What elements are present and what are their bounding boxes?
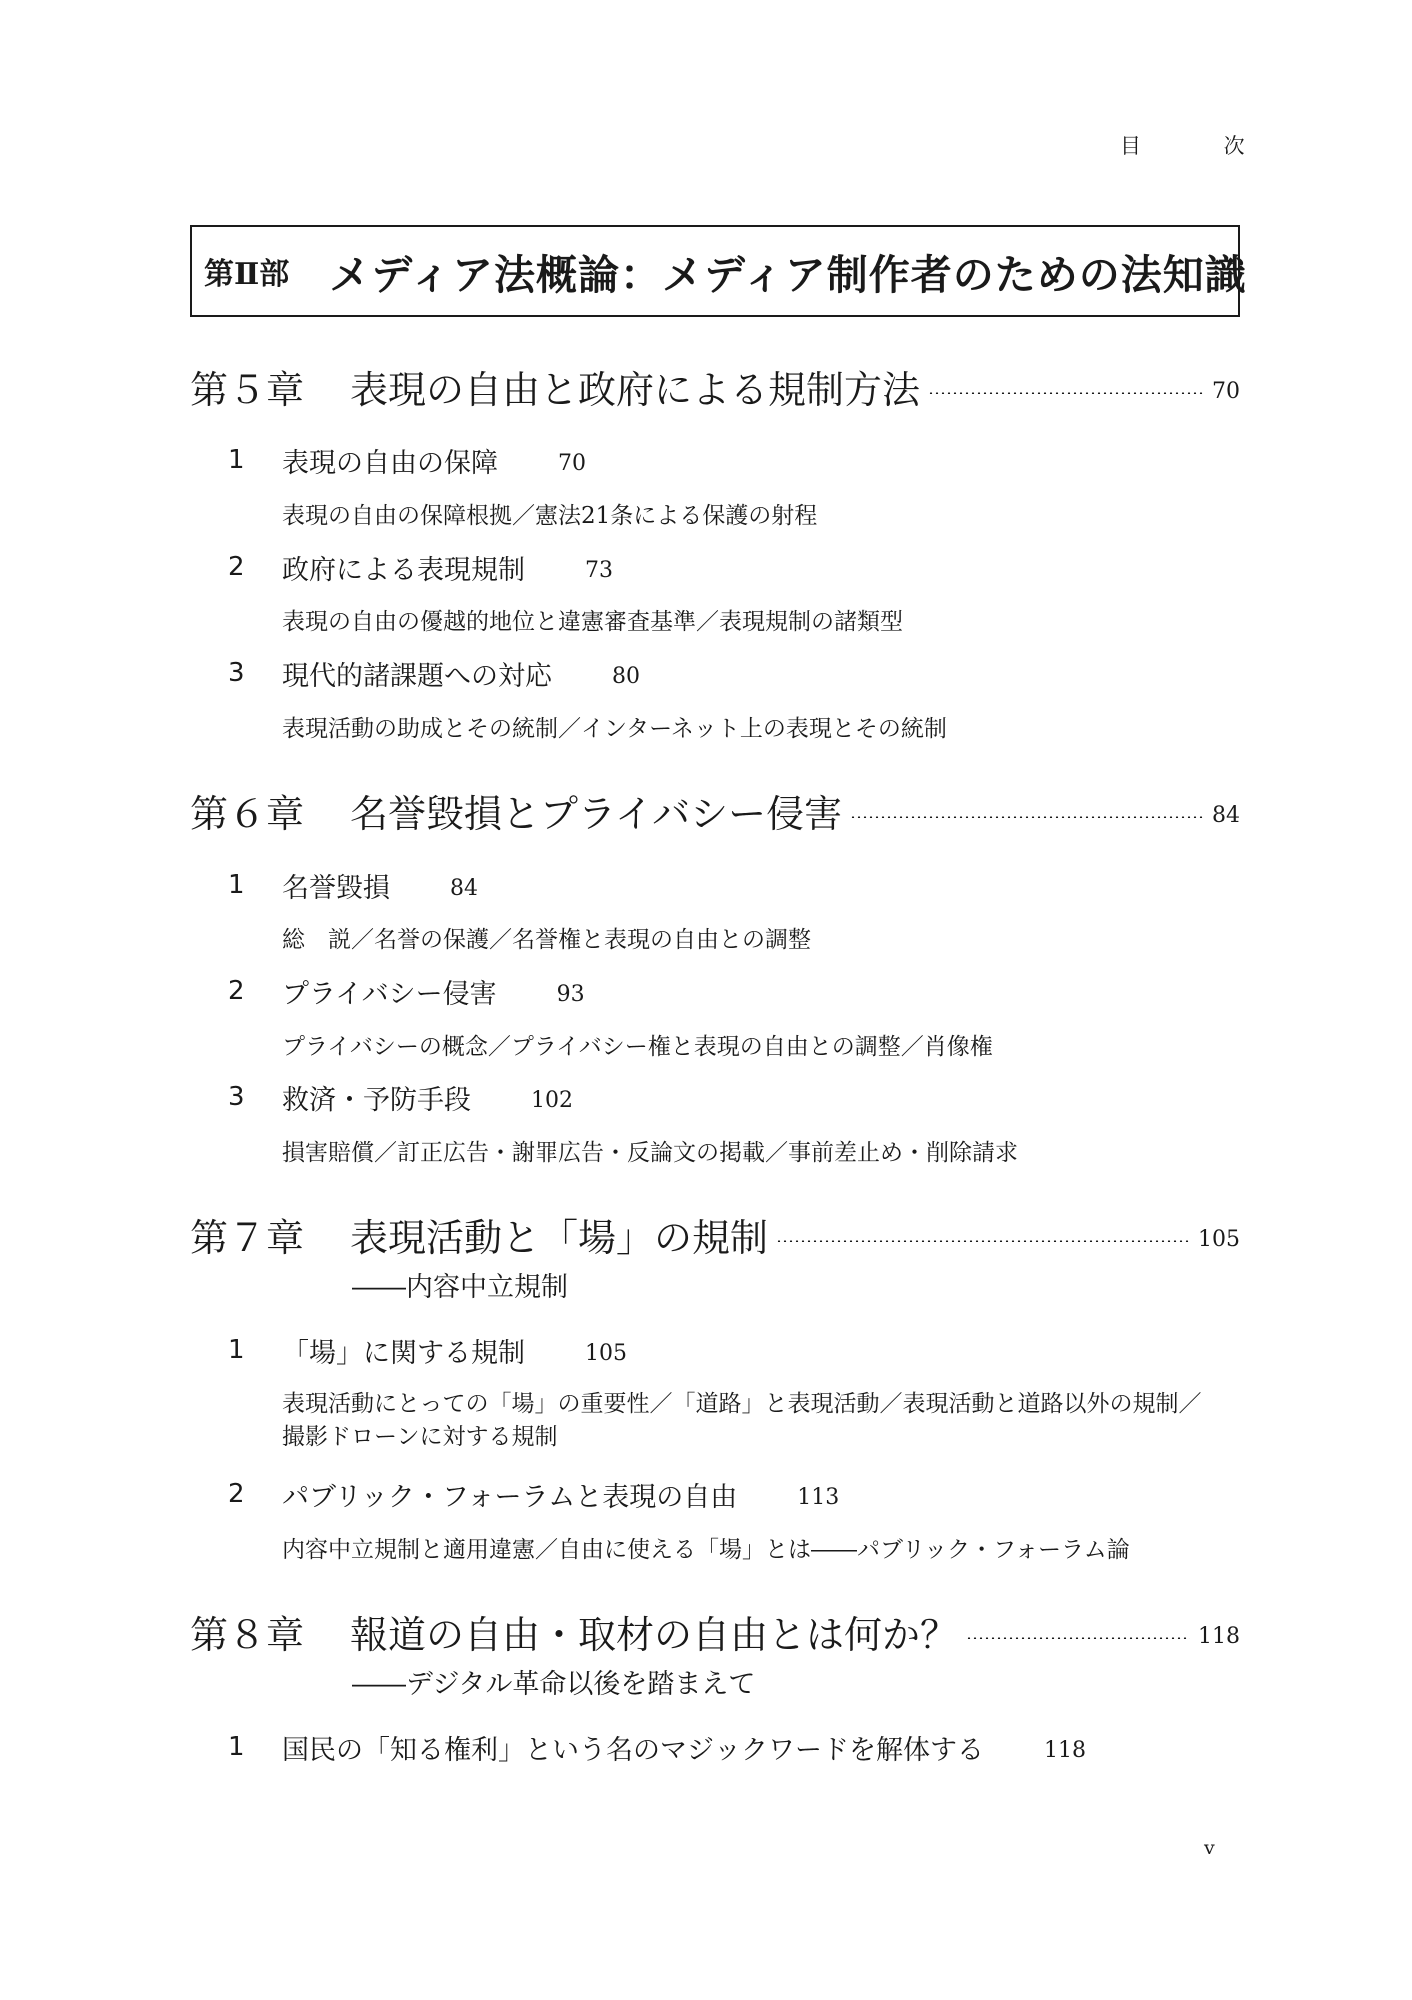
section-6-3 (228, 1077, 573, 1117)
section-number: 3 (228, 658, 245, 688)
chapter-label: 第７章 (190, 1215, 305, 1260)
section-subtopics: 内容中立規制と適用違憲／自由に使える「場」とは――パブリック・フォーラム論 (282, 1537, 1130, 1563)
chapter-page: 105 (1198, 1226, 1240, 1252)
chapter-page: 118 (1198, 1623, 1240, 1649)
section-title: パブリック・フォーラムと表現の自由 (282, 1481, 738, 1513)
section-page: 73 (585, 557, 613, 583)
section-5-2 (228, 547, 613, 587)
section-subtopics: 表現活動の助成とその統制／インターネット上の表現とその統制 (282, 716, 947, 742)
section-page: 80 (612, 663, 640, 689)
section-subtopics: プライバシーの概念／プライバシー権と表現の自由との調整／肖像権 (282, 1034, 993, 1060)
section-title: 名誉毀損 (282, 872, 390, 904)
part-title: メディア法概論：メディア制作者のための法知識 (329, 250, 1247, 299)
running-head: 目 次 (1120, 134, 1283, 158)
section-number: 3 (228, 1082, 245, 1112)
section-title: 表現の自由の保障 (282, 447, 498, 479)
chapter-6-heading (190, 780, 1240, 840)
leader-dots (850, 816, 1204, 818)
section-7-2 (228, 1474, 839, 1514)
chapter-label: 第５章 (190, 367, 305, 412)
chapter-7-heading (190, 1204, 1240, 1264)
chapter-5-heading (190, 356, 1240, 416)
chapter-title: 報道の自由・取材の自由とは何か？ (350, 1612, 959, 1657)
section-page: 84 (450, 875, 478, 901)
leader-dots (966, 1637, 1190, 1639)
section-number: 1 (228, 445, 245, 475)
section-5-1 (228, 440, 586, 480)
chapter-label: 第８章 (190, 1612, 305, 1657)
section-page: 70 (558, 450, 586, 476)
section-subtopics: 損害賠償／訂正広告・謝罪広告・反論文の掲載／事前差止め・削除請求 (282, 1140, 1018, 1166)
chapter-page: 84 (1212, 802, 1240, 828)
section-title: 「場」に関する規制 (282, 1337, 525, 1369)
section-subtopics: 総 説／名誉の保護／名誉権と表現の自由との調整 (282, 927, 811, 953)
section-title: 現代的諸課題への対応 (282, 660, 552, 692)
section-5-3 (228, 653, 640, 693)
section-title: 国民の「知る権利」という名のマジックワードを解体する (282, 1734, 984, 1766)
section-number: 1 (228, 870, 245, 900)
section-number: 1 (228, 1732, 245, 1762)
chapter-subtitle: ――デジタル革命以後を踏まえて (352, 1669, 756, 1700)
chapter-title: 名誉毀損とプライバシー侵害 (350, 791, 843, 836)
section-8-1 (228, 1727, 1086, 1767)
section-subtopics: 表現活動にとっての「場」の重要性／「道路」と表現活動／表現活動と道路以外の規制／撮影ドローンに対する規制 (282, 1391, 1202, 1450)
section-page: 105 (585, 1340, 627, 1366)
part-heading (190, 225, 1247, 317)
chapter-label: 第６章 (190, 791, 305, 836)
section-7-1 (228, 1330, 627, 1370)
section-subtopics: 表現の自由の優越的地位と違憲審査基準／表現規制の諸類型 (282, 609, 903, 635)
chapter-8-heading (190, 1601, 1240, 1661)
section-number: 2 (228, 1479, 245, 1509)
section-title: 救済・予防手段 (282, 1084, 471, 1116)
chapter-subtitle: ――内容中立規制 (352, 1272, 568, 1303)
section-title: 政府による表現規制 (282, 554, 525, 586)
leader-dots (928, 392, 1204, 394)
section-subtopics: 表現の自由の保障根拠／憲法21条による保護の射程 (282, 503, 818, 529)
section-number: 2 (228, 976, 245, 1006)
section-number: 1 (228, 1335, 245, 1365)
section-title: プライバシー侵害 (282, 978, 497, 1010)
section-6-2 (228, 971, 585, 1011)
part-label: 第Ⅱ部 (204, 257, 290, 292)
chapter-title: 表現の自由と政府による規制方法 (350, 367, 921, 412)
section-page: 118 (1044, 1737, 1086, 1763)
section-page: 93 (556, 981, 585, 1007)
section-number: 2 (228, 552, 245, 582)
page-number: v (1204, 1837, 1215, 1859)
section-6-1 (228, 865, 478, 905)
section-page: 113 (797, 1484, 840, 1510)
chapter-page: 70 (1212, 378, 1240, 404)
leader-dots (776, 1240, 1190, 1242)
chapter-title: 表現活動と「場」の規制 (350, 1215, 769, 1260)
section-page: 102 (531, 1087, 573, 1113)
